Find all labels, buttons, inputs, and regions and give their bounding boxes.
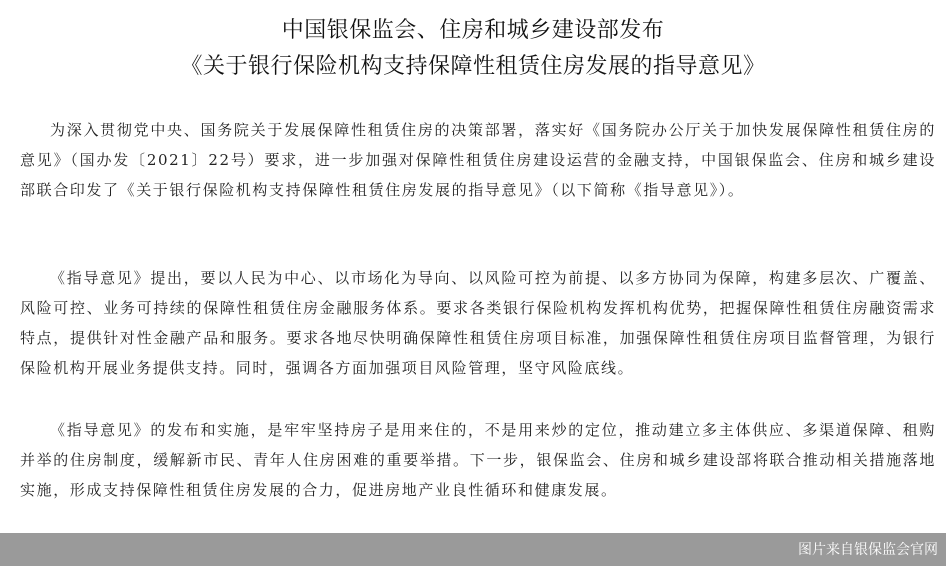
paragraph-2: 《指导意见》提出，要以人民为中心、以市场化为导向、以风险可控为前提、以多方协同为保障，构建多层次、广覆盖、风险可控、业务可持续的保障性租赁住房金融服务体系。要求各类银行保险机构发挥机构优势，把握保障性租赁住房融资需求特点，提供针对性金融产品和服务。要求各地尽快明确保障性租赁住房项目标准，加强保障性租赁住房项目监督管理，为银行保险机构开展业务提供支持。同时，强调各方面加强项目风险管理，坚守风险底线。: [20, 269, 936, 377]
image-credit-text: 图片来自银保监会官网: [798, 542, 938, 558]
image-credit-bar: [0, 533, 946, 566]
paragraph-1: 为深入贯彻党中央、国务院关于发展保障性租赁住房的决策部署，落实好《国务院办公厅关于加快发展保障性租赁住房的意见》（国办发〔2021〕22号）要求，进一步加强对保障性租赁住房建设运营的金融支持，中国银保监会、住房和城乡建设部联合印发了《关于银行保险机构支持保障性租赁住房发展的指导意见》（以下简称《指导意见》）。: [20, 121, 936, 199]
document-title-line-2: 《关于银行保险机构支持保障性租赁住房发展的指导意见》: [180, 54, 766, 79]
document-title-line-1: 中国银保监会、住房和城乡建设部发布: [281, 18, 665, 43]
paragraph-3: 《指导意见》的发布和实施，是牢牢坚持房子是用来住的，不是用来炒的定位，推动建立多主体供应、多渠道保障、租购并举的住房制度，缓解新市民、青年人住房困难的重要举措。下一步，银保监会、住房和城乡建设部将联合推动相关措施落地实施，形成支持保障性租赁住房发展的合力，促进房地产业良性循环和健康发展。: [20, 421, 936, 499]
